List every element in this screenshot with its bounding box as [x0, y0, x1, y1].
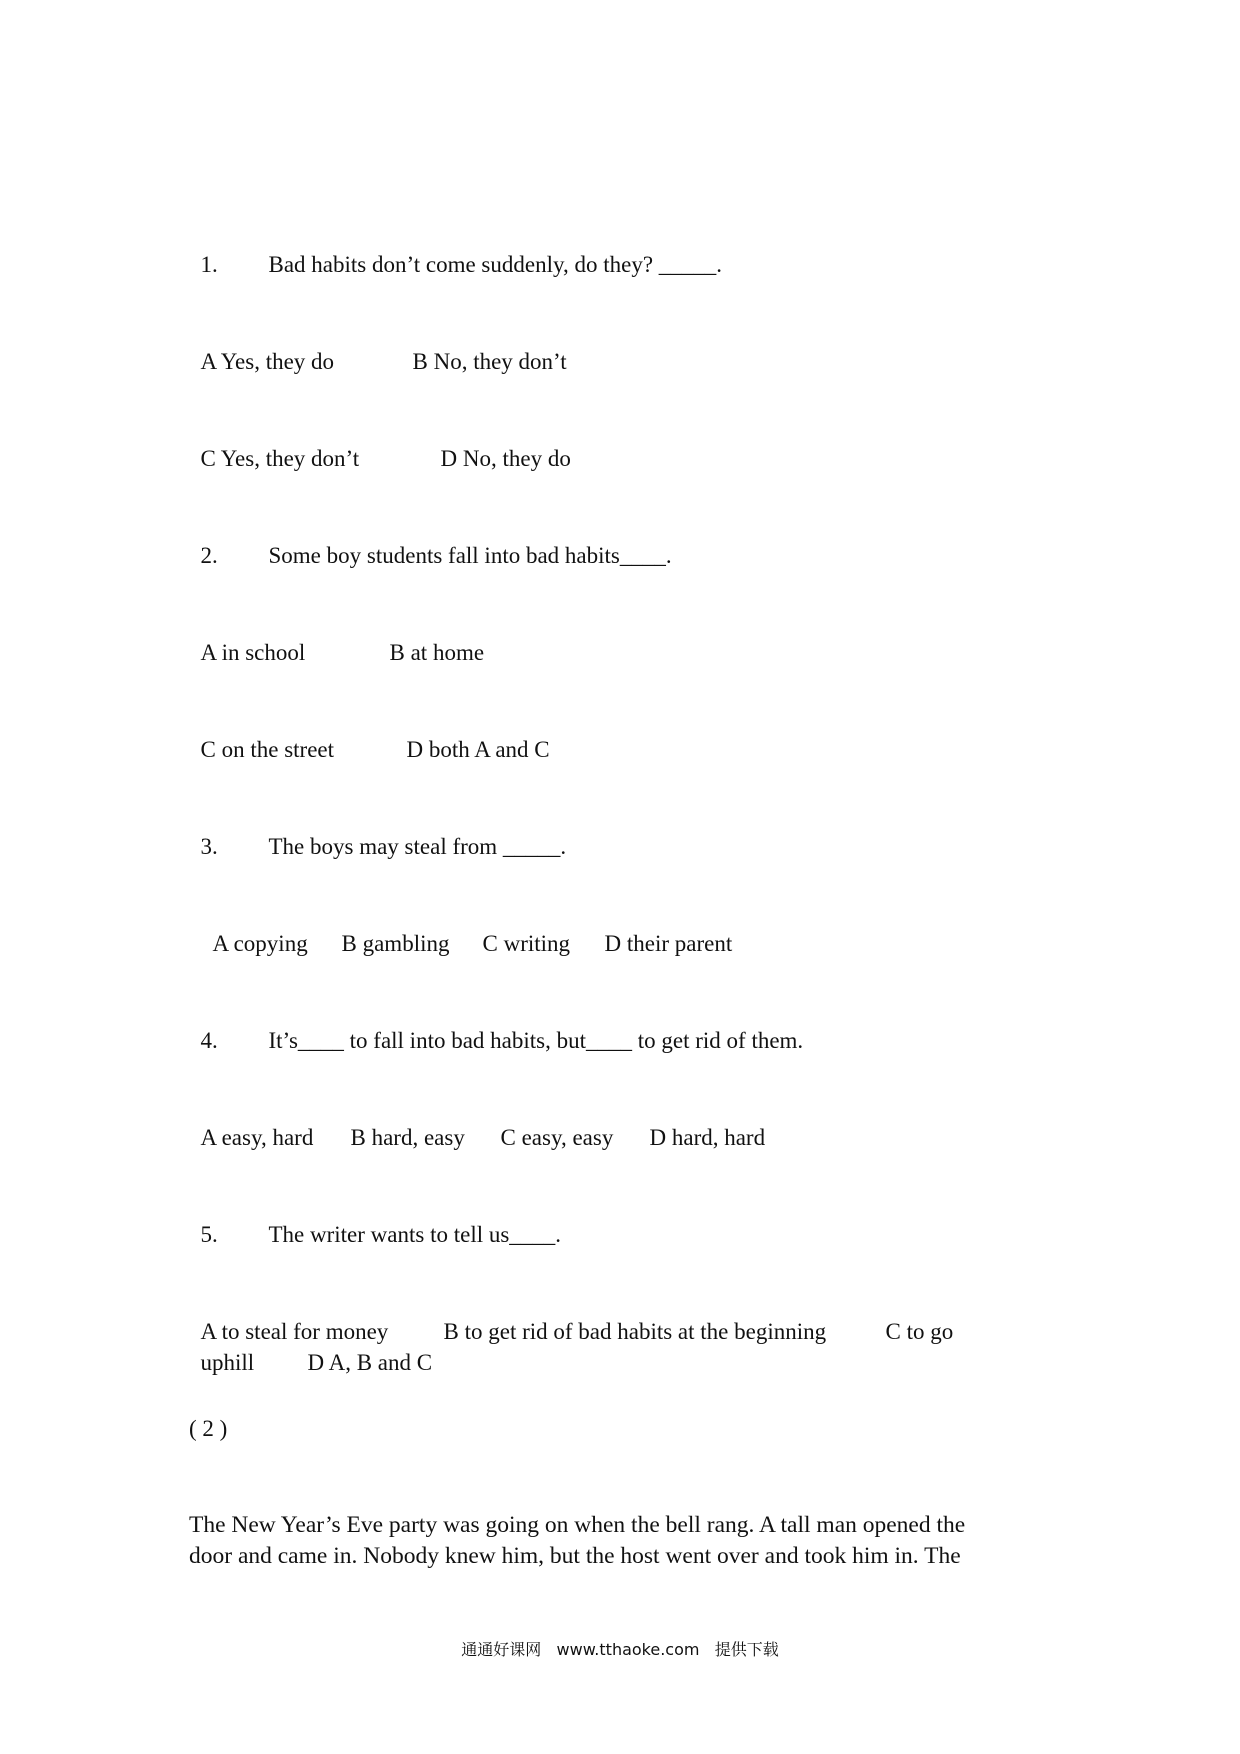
- options-line: [201, 897, 732, 959]
- passage: [189, 1510, 1069, 1572]
- option-a: A copying: [212, 931, 308, 956]
- passage-line: door and came in. Nobody knew him, but the host went over and took him in. The: [189, 1543, 961, 1569]
- question-5: [189, 1188, 561, 1250]
- option-a: A to steal for money: [200, 1319, 389, 1344]
- options-line: [189, 1316, 432, 1378]
- option-b: B No, they don’t: [412, 349, 567, 374]
- option-a: A easy, hard: [200, 1125, 314, 1150]
- footer-note: 提供下载: [714, 1640, 779, 1659]
- option-b: B to get rid of bad habits at the beginning: [443, 1319, 827, 1344]
- option-b: B hard, easy: [350, 1125, 465, 1150]
- option-d: D their parent: [604, 931, 733, 956]
- option-d: D both A and C: [406, 737, 550, 762]
- option-c: C writing: [482, 931, 571, 956]
- option-a: A in school: [200, 640, 306, 665]
- question-number: 3.: [200, 834, 218, 859]
- option-c: C to go: [885, 1319, 954, 1344]
- question-stem: Bad habits don’t come suddenly, do they? _____.: [268, 252, 723, 277]
- question-number: 5.: [200, 1222, 218, 1247]
- option-b: B gambling: [341, 931, 450, 956]
- option-a: A Yes, they do: [200, 349, 335, 374]
- option-c: C on the street: [200, 737, 334, 762]
- question-stem: Some boy students fall into bad habits____.: [268, 543, 672, 568]
- question-4: [189, 994, 803, 1056]
- options-line: [189, 315, 567, 377]
- option-c: C easy, easy: [500, 1125, 614, 1150]
- option-c: C Yes, they don’t: [200, 446, 360, 471]
- footer-url: www.tthaoke.com: [556, 1640, 700, 1659]
- option-d: D A, B and C: [307, 1350, 433, 1375]
- question-stem: The boys may steal from _____.: [268, 834, 567, 859]
- question-1: [189, 218, 722, 280]
- options-line: [189, 703, 550, 765]
- question-2: [189, 509, 672, 571]
- footer-site-name: 通通好课网: [461, 1640, 542, 1659]
- option-b: B at home: [389, 640, 485, 665]
- question-stem: It’s____ to fall into bad habits, but____ to get rid of them.: [268, 1028, 804, 1053]
- passage-line: The New Year’s Eve party was going on when the bell rang. A tall man opened the: [189, 1512, 966, 1538]
- section-label: ( 2 ): [189, 1416, 228, 1441]
- question-number: 4.: [200, 1028, 218, 1053]
- option-d: D hard, hard: [649, 1125, 766, 1150]
- options-line: [189, 412, 571, 474]
- question-stem: The writer wants to tell us____.: [268, 1222, 562, 1247]
- options-line: [189, 1091, 765, 1153]
- option-d: D No, they do: [440, 446, 571, 471]
- footer: [0, 1637, 1240, 1660]
- question-3: [189, 800, 566, 862]
- question-number: 1.: [200, 252, 218, 277]
- option-c-continued: uphill: [200, 1350, 255, 1375]
- question-number: 2.: [200, 543, 218, 568]
- options-line: [189, 606, 484, 668]
